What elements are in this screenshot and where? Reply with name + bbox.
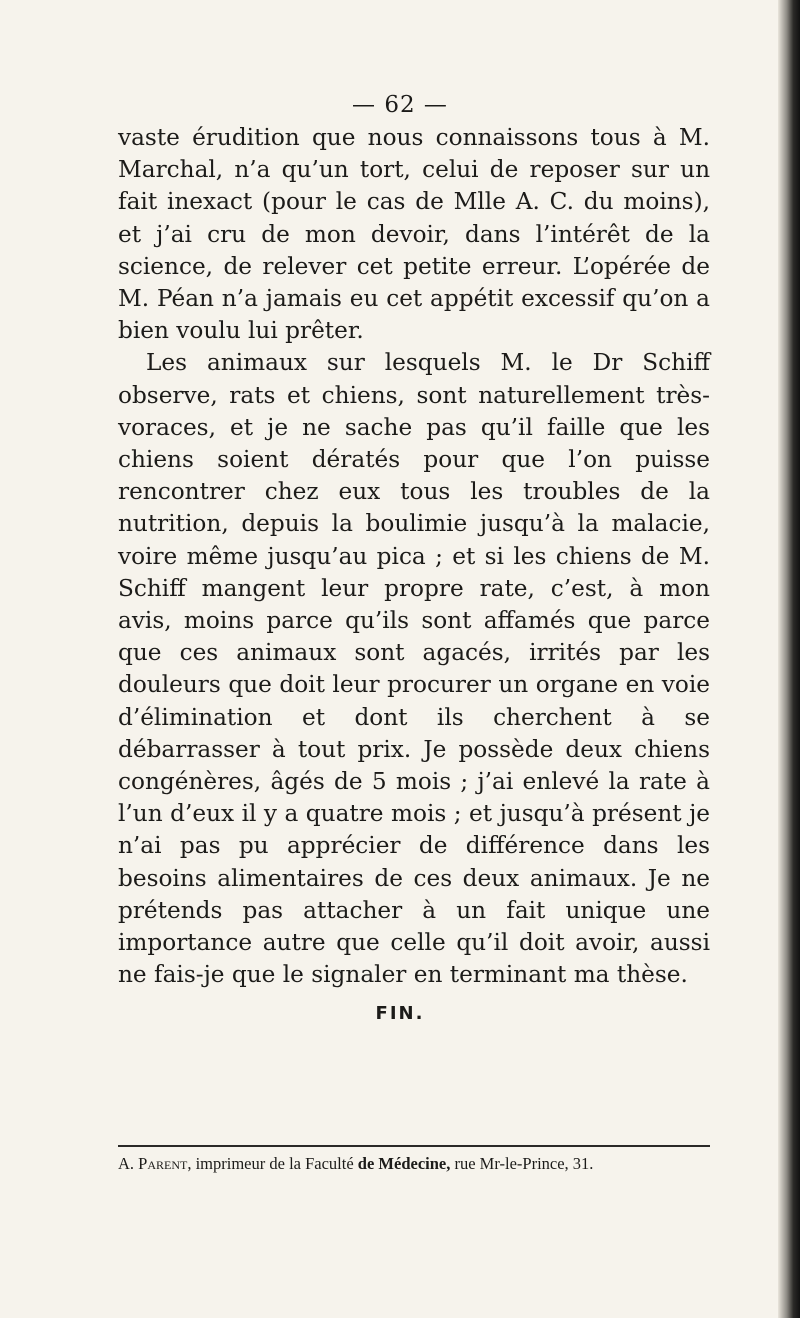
- page-number: — 62 —: [352, 92, 448, 118]
- imprint-role: imprimeur de la Faculté: [191, 1154, 358, 1173]
- horizontal-rule: [118, 1145, 710, 1147]
- fin-heading: FIN.: [375, 1003, 425, 1024]
- body-text: [118, 122, 710, 991]
- printer-imprint: [118, 1154, 758, 1174]
- paragraph-2: Les animaux sur lesquels M. le Dr Schiff observe, rats et chiens, sont naturellement très-voraces, et je ne sache pas qu’il faille que les chiens soient dératés pour que l’on puisse rencontrer chez eux tous les troubles de la nutrition, depuis la boulimie jusqu’à la malacie, voire même jusqu’au pica ; et si les chiens de M. Schiff mangent leur propre rate, c’est, à mon avis, moins parce qu’ils sont affamés que parce que ces animaux sont agacés, irrités par les douleurs que doit leur procurer un organe en voie d’élimination et dont ils cherchent à se débarrasser à tout prix. Je possède deux chiens congénères, âgés de 5 mois ; j’ai enlevé la rate à l’un d’eux il y a quatre mois ; et jusqu’à présent je n’ai pas pu apprécier de différence dans les besoins alimentaires de ces deux animaux. Je ne prétends pas attacher à un fait unique une importance autre que celle qu’il doit avoir, aussi ne fais-je que le signaler en terminant ma thèse.: [118, 349, 710, 989]
- imprint-faculty: de Médecine,: [357, 1154, 451, 1173]
- imprint-address: rue Mr-le-Prince, 31.: [450, 1154, 594, 1173]
- paragraph-1: vaste érudition que nous connaissons tous à M. Marchal, n’a qu’un tort, celui de reposer sur un fait inexact (pour le cas de Mlle A. C. du moins), et j’ai cru de mon devoir, dans l’intérêt de la science, de relever cet petite erreur. L’opérée de M. Péan n’a jamais eu cet appétit excessif qu’on a bien voulu lui prêter.: [118, 124, 710, 345]
- book-binding-edge: [778, 0, 800, 1318]
- imprint-printer: A. Parent,: [118, 1154, 192, 1173]
